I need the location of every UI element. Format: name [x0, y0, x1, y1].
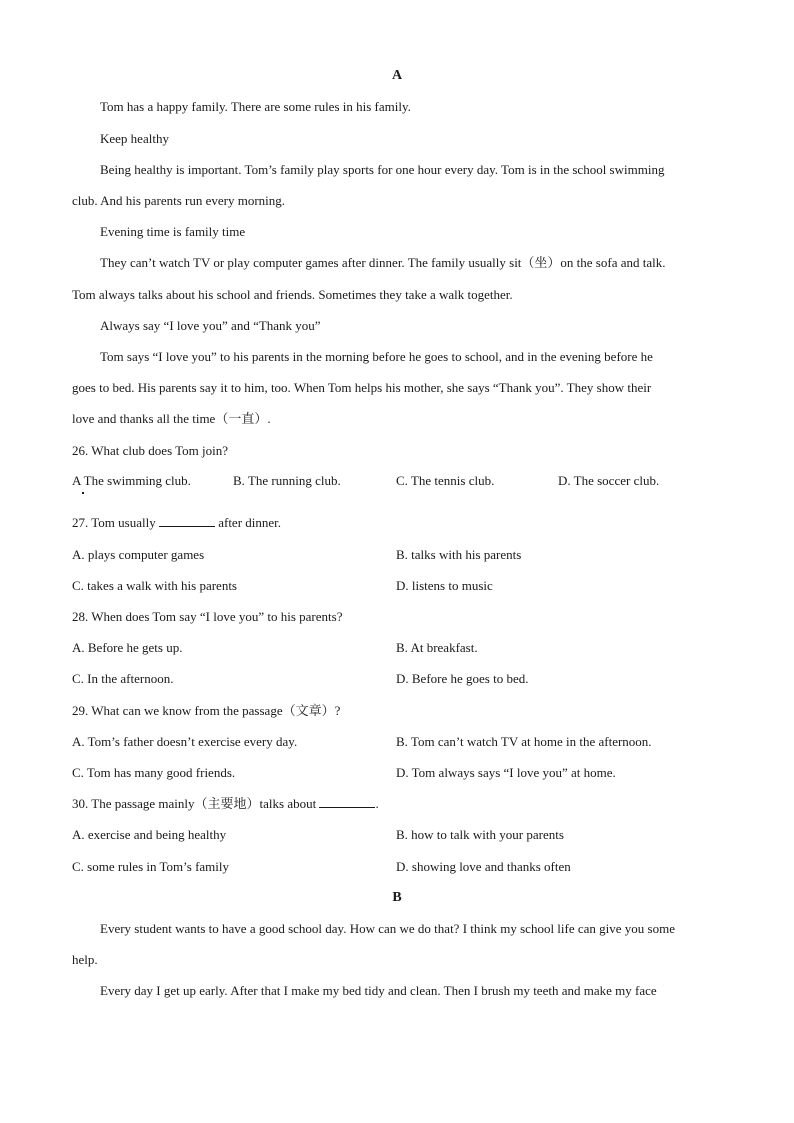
passage-a-title: A	[391, 68, 403, 83]
question-26-stem: 26. What club does Tom join?	[72, 443, 229, 458]
question-30-stem	[72, 796, 379, 812]
question-26-option-a[interactable]: A The swimming club.	[72, 473, 191, 488]
answer-blank	[319, 796, 375, 808]
question-30-option-c[interactable]: C. some rules in Tom’s family	[72, 859, 230, 874]
question-27-stem-end: after dinner.	[218, 515, 282, 530]
passage-a-paragraph-1: Tom has a happy family. There are some rules in his family.	[100, 99, 411, 114]
passage-b-paragraph-1-line-1: Every student wants to have a good school day. How can we do that? I think my school life can give you some	[100, 921, 675, 936]
passage-a-paragraph-4-line-2: goes to bed. His parents say it to him, too. When Tom helps his mother, she says “Thank you”. They show their	[72, 380, 652, 395]
question-30-stem-end: .	[375, 796, 379, 811]
question-29-option-d[interactable]: D. Tom always says “I love you” at home.	[396, 765, 616, 780]
passage-a-paragraph-4-line-3: love and thanks all the time（一直）.	[72, 411, 271, 426]
passage-b-paragraph-2-line-1: Every day I get up early. After that I make my bed tidy and clean. Then I brush my teeth and make my face	[100, 983, 657, 998]
passage-a-heading-2: Evening time is family time	[100, 224, 246, 239]
passage-a-heading-3: Always say “I love you” and “Thank you”	[100, 318, 321, 333]
passage-a-paragraph-3-line-1: They can’t watch TV or play computer games after dinner. The family usually sit（坐）on the sofa and talk.	[100, 255, 666, 270]
question-30-option-b[interactable]: B. how to talk with your parents	[396, 827, 564, 842]
question-29-stem: 29. What can we know from the passage（文章）?	[72, 703, 341, 718]
passage-a-paragraph-2-line-2: club. And his parents run every morning.	[72, 193, 286, 208]
passage-b-title: B	[392, 890, 402, 905]
question-28-option-c[interactable]: C. In the afternoon.	[72, 671, 174, 686]
question-29-option-c[interactable]: C. Tom has many good friends.	[72, 765, 236, 780]
question-27-stem-start: 27. Tom usually	[72, 515, 156, 530]
passage-b-paragraph-1-line-2: help.	[72, 952, 98, 967]
question-30-stem-start: 30. The passage mainly（主要地）talks about	[72, 796, 317, 811]
passage-a-paragraph-4-line-1: Tom says “I love you” to his parents in the morning before he goes to school, and in the evening before he	[100, 349, 653, 364]
passage-a-paragraph-2-line-1: Being healthy is important. Tom’s family play sports for one hour every day. Tom is in the school swimming	[100, 162, 665, 177]
question-27-stem	[72, 515, 281, 531]
question-28-option-a[interactable]: A. Before he gets up.	[72, 640, 183, 655]
question-28-option-d[interactable]: D. Before he goes to bed.	[396, 671, 529, 686]
question-29-option-a[interactable]: A. Tom’s father doesn’t exercise every day.	[72, 734, 298, 749]
question-26-option-b[interactable]: B. The running club.	[233, 473, 341, 488]
answer-blank	[159, 515, 215, 527]
question-26-option-c[interactable]: C. The tennis club.	[396, 473, 495, 488]
question-26-option-d[interactable]: D. The soccer club.	[558, 473, 660, 488]
passage-a-heading-1: Keep healthy	[100, 131, 169, 146]
question-30-option-d[interactable]: D. showing love and thanks often	[396, 859, 571, 874]
stray-dot-mark	[82, 492, 84, 494]
question-27-option-a[interactable]: A. plays computer games	[72, 547, 205, 562]
question-27-option-c[interactable]: C. takes a walk with his parents	[72, 578, 237, 593]
passage-a-paragraph-3-line-2: Tom always talks about his school and friends. Sometimes they take a walk together.	[72, 287, 513, 302]
question-28-stem: 28. When does Tom say “I love you” to his parents?	[72, 609, 343, 624]
question-30-option-a[interactable]: A. exercise and being healthy	[72, 827, 227, 842]
question-28-option-b[interactable]: B. At breakfast.	[396, 640, 478, 655]
question-27-option-d[interactable]: D. listens to music	[396, 578, 493, 593]
question-29-option-b[interactable]: B. Tom can’t watch TV at home in the afternoon.	[396, 734, 652, 749]
question-27-option-b[interactable]: B. talks with his parents	[396, 547, 522, 562]
